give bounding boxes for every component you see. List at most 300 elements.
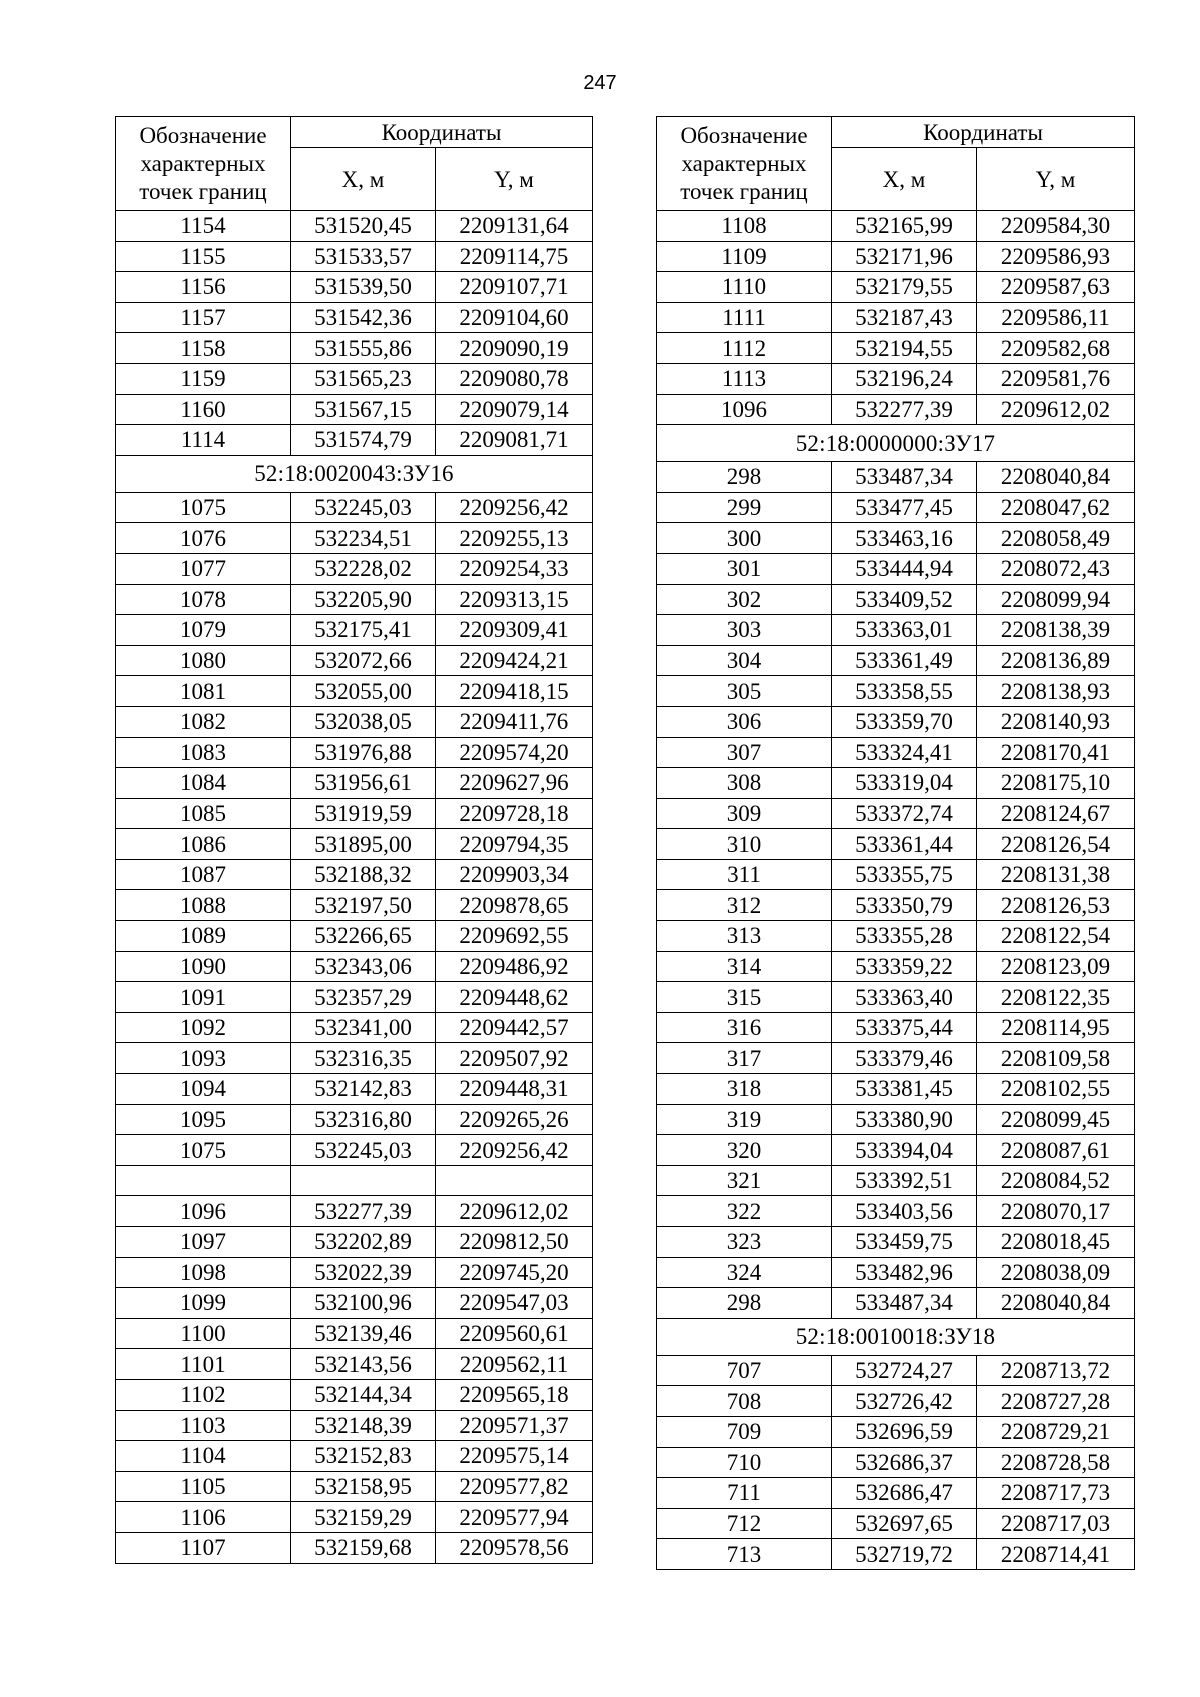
table-row [116,492,593,523]
x-coordinate-cell: 531567,15 [291,394,436,425]
point-number-cell: 707 [657,1355,832,1386]
y-coordinate-cell: 2208727,28 [977,1386,1135,1417]
x-coordinate-cell: 533355,75 [832,859,977,890]
x-coordinate-cell: 532152,83 [291,1441,436,1472]
table-row [116,829,593,860]
point-number-cell: 306 [657,706,832,737]
x-coordinate-cell: 531565,23 [291,363,436,394]
y-coordinate-cell: 2209581,76 [977,363,1135,394]
table-row [116,302,593,333]
table-row [657,645,1135,676]
point-number-cell: 712 [657,1508,832,1539]
point-number-cell: 1110 [657,272,832,303]
table-row [657,768,1135,799]
table-row [657,1355,1135,1386]
y-coordinate-cell: 2209582,68 [977,333,1135,364]
point-number-cell: 1098 [116,1257,291,1288]
table-row [116,272,593,303]
x-coordinate-cell: 533355,28 [832,921,977,952]
table-row [116,645,593,676]
point-number-cell: 317 [657,1043,832,1074]
table-row [116,1104,593,1135]
table-row [116,706,593,737]
table-row [657,363,1135,394]
y-coordinate-cell: 2209612,02 [977,394,1135,425]
point-number-cell: 1078 [116,584,291,615]
x-coordinate-cell: 532357,29 [291,982,436,1013]
y-coordinate-cell: 2209812,50 [436,1227,593,1258]
point-number-cell: 299 [657,492,832,523]
point-number-cell: 1093 [116,1043,291,1074]
point-number-cell: 1085 [116,798,291,829]
x-coordinate-cell: 533363,01 [832,615,977,646]
y-coordinate-cell: 2208040,84 [977,462,1135,493]
y-coordinate-cell: 2209547,03 [436,1288,593,1319]
y-coordinate-cell: 2209794,35 [436,829,593,860]
x-coordinate-cell: 531574,79 [291,425,436,456]
table-row [657,1447,1135,1478]
y-coordinate-cell: 2208729,21 [977,1416,1135,1447]
x-coordinate-cell: 532038,05 [291,706,436,737]
point-number-cell: 1077 [116,553,291,584]
x-coordinate-cell: 533444,94 [832,553,977,584]
point-number-cell: 1106 [116,1502,291,1533]
point-number-cell: 1090 [116,951,291,982]
table-row [116,1532,593,1563]
table-row [657,1165,1135,1196]
point-number-cell: 314 [657,951,832,982]
x-coordinate-cell: 532245,03 [291,1135,436,1166]
x-coordinate-cell [291,1165,436,1196]
table-row [657,737,1135,768]
y-coordinate-cell: 2209114,75 [436,241,593,272]
table-row [657,1135,1135,1166]
y-coordinate-cell: 2209448,31 [436,1074,593,1105]
table-row [657,584,1135,615]
table-row [116,333,593,364]
y-coordinate-cell: 2209577,94 [436,1502,593,1533]
y-coordinate-cell: 2208728,58 [977,1447,1135,1478]
y-coordinate-cell: 2208126,54 [977,829,1135,860]
point-number-cell: 1111 [657,302,832,333]
x-coordinate-cell: 532205,90 [291,584,436,615]
x-coordinate-cell: 533482,96 [832,1257,977,1288]
table-row [116,1410,593,1441]
y-coordinate-cell: 2209586,11 [977,302,1135,333]
x-coordinate-cell: 532148,39 [291,1410,436,1441]
point-number-cell: 305 [657,676,832,707]
x-coordinate-cell: 531520,45 [291,211,436,242]
point-number-cell: 316 [657,1012,832,1043]
x-coordinate-cell: 533487,34 [832,462,977,493]
table-row [116,1165,593,1196]
point-number-cell: 312 [657,890,832,921]
table-row [116,1043,593,1074]
y-coordinate-cell: 2208123,09 [977,951,1135,982]
table-row [657,523,1135,554]
x-coordinate-cell: 533350,79 [832,890,977,921]
point-number-cell: 307 [657,737,832,768]
y-coordinate-cell: 2208070,17 [977,1196,1135,1227]
left-coordinates-table [115,116,593,1564]
point-number-cell: 1094 [116,1074,291,1105]
x-coordinate-cell: 533324,41 [832,737,977,768]
table-row [116,1441,593,1472]
point-number-cell: 1091 [116,982,291,1013]
y-coordinate-cell: 2208138,39 [977,615,1135,646]
x-coordinate-cell: 532143,56 [291,1349,436,1380]
table-row [116,737,593,768]
x-coordinate-cell: 533372,74 [832,798,977,829]
point-number-cell: 320 [657,1135,832,1166]
coordinates-header: Координаты [832,117,1135,148]
point-number-cell: 1156 [116,272,291,303]
x-coordinate-cell: 531895,00 [291,829,436,860]
point-number-cell: 322 [657,1196,832,1227]
page-number: 247 [583,72,617,94]
x-coordinate-cell: 533319,04 [832,768,977,799]
y-coordinate-cell: 2209411,76 [436,706,593,737]
y-coordinate-cell: 2208087,61 [977,1135,1135,1166]
point-number-cell: 1113 [657,363,832,394]
section-cadastral-number: 52:18:0010018:ЗУ18 [657,1318,1135,1355]
x-coordinate-cell: 532144,34 [291,1379,436,1410]
x-coordinate-cell: 533409,52 [832,584,977,615]
y-coordinate-cell: 2209418,15 [436,676,593,707]
y-coordinate-cell: 2209587,63 [977,272,1135,303]
x-header: X, м [832,148,977,211]
table-row [657,1386,1135,1417]
point-number-cell: 304 [657,645,832,676]
x-coordinate-cell: 532696,59 [832,1416,977,1447]
table-row [657,951,1135,982]
point-number-cell: 1100 [116,1318,291,1349]
point-number-cell: 1089 [116,921,291,952]
point-number-cell: 1155 [116,241,291,272]
y-coordinate-cell: 2208124,67 [977,798,1135,829]
x-coordinate-cell: 532139,46 [291,1318,436,1349]
point-number-cell: 1104 [116,1441,291,1472]
y-coordinate-cell: 2208717,03 [977,1508,1135,1539]
y-coordinate-cell: 2208122,35 [977,982,1135,1013]
x-coordinate-cell: 531956,61 [291,768,436,799]
table-row [657,1196,1135,1227]
y-coordinate-cell: 2209692,55 [436,921,593,952]
x-coordinate-cell: 531533,57 [291,241,436,272]
y-coordinate-cell: 2209507,92 [436,1043,593,1074]
y-coordinate-cell: 2208126,53 [977,890,1135,921]
point-number-cell: 1097 [116,1227,291,1258]
y-coordinate-cell: 2209254,33 [436,553,593,584]
x-coordinate-cell: 532697,65 [832,1508,977,1539]
x-coordinate-cell: 532158,95 [291,1471,436,1502]
point-number-cell: 1101 [116,1349,291,1380]
x-coordinate-cell: 532341,00 [291,1012,436,1043]
section-cadastral-number: 52:18:0000000:ЗУ17 [657,425,1135,462]
table-row [116,676,593,707]
x-coordinate-cell: 532316,80 [291,1104,436,1135]
y-header: Y, м [977,148,1135,211]
x-coordinate-cell: 533394,04 [832,1135,977,1166]
point-number-cell: 318 [657,1074,832,1105]
table-row [657,241,1135,272]
x-coordinate-cell: 533487,34 [832,1288,977,1319]
y-coordinate-cell: 2208084,52 [977,1165,1135,1196]
table-row [116,768,593,799]
x-coordinate-cell: 531919,59 [291,798,436,829]
point-number-cell: 1102 [116,1379,291,1410]
y-coordinate-cell: 2208099,45 [977,1104,1135,1135]
point-number-cell: 302 [657,584,832,615]
y-coordinate-cell: 2209256,42 [436,492,593,523]
point-number-cell: 1086 [116,829,291,860]
table-row [657,492,1135,523]
table-row [116,1502,593,1533]
table-row [657,333,1135,364]
y-coordinate-cell: 2209313,15 [436,584,593,615]
y-coordinate-cell: 2209578,56 [436,1532,593,1563]
y-coordinate-cell: 2209575,14 [436,1441,593,1472]
table-row [657,798,1135,829]
table-row [116,890,593,921]
y-coordinate-cell: 2209560,61 [436,1318,593,1349]
designation-header: Обозначение характерных точек границ [657,117,832,211]
x-coordinate-cell: 532165,99 [832,211,977,242]
x-coordinate-cell: 532175,41 [291,615,436,646]
x-coordinate-cell: 533359,22 [832,951,977,982]
y-coordinate-cell: 2209256,42 [436,1135,593,1166]
section-row [657,425,1135,462]
section-row [657,1318,1135,1355]
x-coordinate-cell: 532316,35 [291,1043,436,1074]
x-coordinate-cell: 532159,68 [291,1532,436,1563]
x-coordinate-cell: 532142,83 [291,1074,436,1105]
table-row [116,394,593,425]
y-coordinate-cell: 2209255,13 [436,523,593,554]
table-row [116,363,593,394]
point-number-cell: 1154 [116,211,291,242]
point-number-cell: 1160 [116,394,291,425]
y-coordinate-cell: 2208131,38 [977,859,1135,890]
point-number-cell: 709 [657,1416,832,1447]
y-coordinate-cell: 2208717,73 [977,1478,1135,1509]
y-coordinate-cell: 2208102,55 [977,1074,1135,1105]
point-number-cell: 1075 [116,492,291,523]
table-row [657,921,1135,952]
point-number-cell: 710 [657,1447,832,1478]
y-coordinate-cell: 2209627,96 [436,768,593,799]
table-row [657,676,1135,707]
table-row [657,706,1135,737]
x-coordinate-cell: 532072,66 [291,645,436,676]
y-coordinate-cell [436,1165,593,1196]
point-number-cell: 1083 [116,737,291,768]
point-number-cell: 1084 [116,768,291,799]
x-coordinate-cell: 533358,55 [832,676,977,707]
x-coordinate-cell: 532196,24 [832,363,977,394]
x-coordinate-cell: 532234,51 [291,523,436,554]
table-row [116,1288,593,1319]
table-row [657,302,1135,333]
table-row [116,1257,593,1288]
table-row [116,211,593,242]
designation-header: Обозначение характерных точек границ [116,117,291,211]
y-coordinate-cell: 2209131,64 [436,211,593,242]
table-row [657,1539,1135,1570]
point-number-cell: 1096 [657,394,832,425]
table-row [116,982,593,1013]
y-coordinate-cell: 2209104,60 [436,302,593,333]
table-row [116,1318,593,1349]
point-number-cell: 1159 [116,363,291,394]
point-number-cell: 321 [657,1165,832,1196]
y-coordinate-cell: 2209265,26 [436,1104,593,1135]
y-coordinate-cell: 2208138,93 [977,676,1135,707]
y-coordinate-cell: 2209090,19 [436,333,593,364]
y-coordinate-cell: 2209448,62 [436,982,593,1013]
table-row [657,1257,1135,1288]
x-header: X, м [291,148,436,211]
x-coordinate-cell: 533392,51 [832,1165,977,1196]
x-coordinate-cell: 532100,96 [291,1288,436,1319]
point-number-cell: 310 [657,829,832,860]
right-coordinates-table [656,116,1135,1570]
x-coordinate-cell: 532022,39 [291,1257,436,1288]
point-number-cell: 315 [657,982,832,1013]
point-number-cell: 303 [657,615,832,646]
table-row [116,798,593,829]
table-row [116,1012,593,1043]
x-coordinate-cell: 532055,00 [291,676,436,707]
table-row [657,1288,1135,1319]
table-row [657,1508,1135,1539]
point-number-cell: 1109 [657,241,832,272]
point-number-cell: 1096 [116,1196,291,1227]
point-number-cell: 1103 [116,1410,291,1441]
point-number-cell: 1075 [116,1135,291,1166]
y-coordinate-cell: 2209878,65 [436,890,593,921]
point-number-cell: 1095 [116,1104,291,1135]
left-table-body [116,211,593,1564]
y-coordinate-cell: 2209079,14 [436,394,593,425]
table-row [116,921,593,952]
table-row [116,1196,593,1227]
y-coordinate-cell: 2208047,62 [977,492,1135,523]
table-row [116,615,593,646]
y-coordinate-cell: 2209107,71 [436,272,593,303]
coordinates-header: Координаты [291,117,593,148]
table-row [657,272,1135,303]
x-coordinate-cell: 532159,29 [291,1502,436,1533]
x-coordinate-cell: 532724,27 [832,1355,977,1386]
x-coordinate-cell: 532719,72 [832,1539,977,1570]
section-cadastral-number: 52:18:0020043:ЗУ16 [116,455,593,492]
table-row [657,890,1135,921]
x-coordinate-cell: 531976,88 [291,737,436,768]
x-coordinate-cell: 533359,70 [832,706,977,737]
table-row [657,615,1135,646]
x-coordinate-cell: 532277,39 [291,1196,436,1227]
table-row [657,1043,1135,1074]
point-number-cell: 1082 [116,706,291,737]
point-number-cell: 319 [657,1104,832,1135]
y-coordinate-cell: 2209584,30 [977,211,1135,242]
x-coordinate-cell: 533381,45 [832,1074,977,1105]
point-number-cell: 1092 [116,1012,291,1043]
table-row [657,982,1135,1013]
y-coordinate-cell: 2208136,89 [977,645,1135,676]
y-coordinate-cell: 2208170,41 [977,737,1135,768]
point-number-cell [116,1165,291,1196]
y-coordinate-cell: 2209486,92 [436,951,593,982]
y-coordinate-cell: 2209080,78 [436,363,593,394]
x-coordinate-cell: 532343,06 [291,951,436,982]
table-row [657,1074,1135,1105]
y-coordinate-cell: 2208018,45 [977,1227,1135,1258]
table-row [116,1379,593,1410]
table-row [116,241,593,272]
x-coordinate-cell: 533403,56 [832,1196,977,1227]
y-coordinate-cell: 2208109,58 [977,1043,1135,1074]
table-row [116,1227,593,1258]
x-coordinate-cell: 531555,86 [291,333,436,364]
y-coordinate-cell: 2209562,11 [436,1349,593,1380]
y-coordinate-cell: 2209612,02 [436,1196,593,1227]
y-coordinate-cell: 2209571,37 [436,1410,593,1441]
y-coordinate-cell: 2208713,72 [977,1355,1135,1386]
y-coordinate-cell: 2208040,84 [977,1288,1135,1319]
y-coordinate-cell: 2209586,93 [977,241,1135,272]
table-row [116,859,593,890]
right-table-body [657,211,1135,1570]
x-coordinate-cell: 531539,50 [291,272,436,303]
table-row [116,553,593,584]
point-number-cell: 1088 [116,890,291,921]
y-coordinate-cell: 2209309,41 [436,615,593,646]
x-coordinate-cell: 531542,36 [291,302,436,333]
x-coordinate-cell: 533361,44 [832,829,977,860]
y-coordinate-cell: 2208072,43 [977,553,1135,584]
y-coordinate-cell: 2208099,94 [977,584,1135,615]
x-coordinate-cell: 533361,49 [832,645,977,676]
x-coordinate-cell: 533463,16 [832,523,977,554]
y-coordinate-cell: 2209728,18 [436,798,593,829]
y-header: Y, м [436,148,593,211]
point-number-cell: 711 [657,1478,832,1509]
table-row [116,951,593,982]
table-row [116,523,593,554]
table-row [657,859,1135,890]
y-coordinate-cell: 2209577,82 [436,1471,593,1502]
table-row [657,1416,1135,1447]
x-coordinate-cell: 533380,90 [832,1104,977,1135]
x-coordinate-cell: 533459,75 [832,1227,977,1258]
point-number-cell: 309 [657,798,832,829]
x-coordinate-cell: 532228,02 [291,553,436,584]
point-number-cell: 311 [657,859,832,890]
point-number-cell: 1099 [116,1288,291,1319]
point-number-cell: 298 [657,462,832,493]
x-coordinate-cell: 532726,42 [832,1386,977,1417]
y-coordinate-cell: 2209081,71 [436,425,593,456]
section-row [116,455,593,492]
table-row [657,462,1135,493]
table-row [657,829,1135,860]
point-number-cell: 313 [657,921,832,952]
point-number-cell: 1107 [116,1532,291,1563]
y-coordinate-cell: 2208175,10 [977,768,1135,799]
table-row [657,1478,1135,1509]
